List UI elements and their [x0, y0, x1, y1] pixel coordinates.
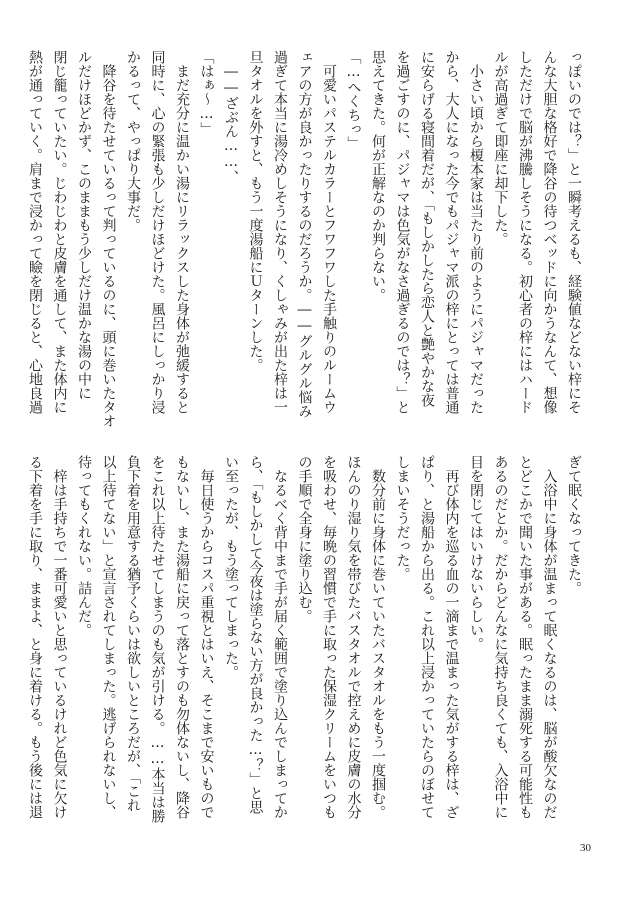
text-line: る下着を手に取り、ままよ、と身に着ける。もう後には退 — [27, 455, 43, 819]
text-line: 小さい頃から榎本家は当たり前のようにパジャマだった — [468, 50, 484, 414]
text-line: ――ざぶん……、 — [223, 50, 239, 184]
text-line: 同時に、心の緊張も少しだけほどけた。風呂にしっかり浸 — [149, 50, 166, 414]
text-line: 過ぎて本当に湯冷めしそうになり、くしゃみが出た梓は一 — [272, 50, 288, 414]
text-line: かるって、やっぱり大事だ。 — [125, 50, 141, 232]
text-line: 降谷を待たせているって判っているのに、頭に巻いたタオ — [100, 50, 117, 428]
text-line: の手順で全身に塗り込む。 — [296, 455, 313, 623]
text-line: 「…へくちっ」 — [345, 50, 362, 150]
text-line: い至ったが、もう塗ってしまった。 — [223, 455, 239, 679]
text-line: 閉じ籠っていたい。じわじわと皮膚を通して、また体内に — [51, 50, 68, 414]
text-line: あるのだとか。だからどんなに気持ち良くても、入浴中に — [492, 455, 509, 819]
text-line: しまいそうだった。 — [394, 455, 411, 581]
text-line: ルだけほどかず、このままもう少しだけ温かな湯の中に — [76, 50, 92, 400]
text-line: 可愛いパステルカラーとフワフワした手触りのルームウ — [321, 50, 337, 414]
text-line: ぱり、と湯船から出る。これ以上浸かっていたらのぼせて — [419, 455, 435, 819]
text-line: ら、「もしかして今夜は塗らない方が良かった…？」と思 — [247, 455, 264, 814]
text-line: 待ってもくれない。詰んだ。 — [76, 455, 92, 637]
text-line: 数分前に身体に巻いていたバスタオルをもう一度掴む。 — [370, 455, 386, 819]
text-line: っぽいのでは？」と一瞬考えるも、経験値などない梓にそ — [566, 50, 582, 414]
text-line: をこれ以上待たせてしまうのも気が引ける。……本当は勝 — [149, 455, 166, 823]
text-line: まだ充分に温かい湯にリラックスした身体が弛緩すると — [174, 50, 190, 414]
text-line: とどこかで聞いた事がある。眠ったまま溺死する可能性も — [517, 455, 533, 819]
text-line: を吸わせ、毎晩の習慣で手に取った保湿クリームをいつも — [321, 455, 337, 819]
text-line: に安らげる寝間着だが、「もしかしたら恋人と艶やかな夜 — [419, 50, 435, 407]
text-line: 「はぁ～…」 — [198, 50, 215, 136]
text-line: 熱が通っていく。肩まで浸かって瞼を閉じると、心地良過 — [27, 50, 43, 414]
text-line: 入浴中に身体が温まって眠くなるのは、脳が酸欠なのだ — [541, 455, 558, 819]
text-line: ェアの方が良かったりするのだろうか。――グルグル悩み — [296, 50, 313, 418]
text-line: 思えてきた。何が正解なのか判らない。 — [370, 50, 386, 302]
text-line: 毎日使うからコスパ重視とはいえ、そこまで安いもので — [198, 455, 215, 819]
text-line: なるべく背中まで手が届く範囲で塗り込んでしまってか — [272, 455, 288, 819]
text-line: から、大人になった今でもパジャマ派の梓にとっては普通 — [443, 50, 460, 414]
text-line: 負下着を用意する猶予くらいは欲しいところだが、「これ — [125, 455, 141, 812]
text-block-bottom — [27, 455, 586, 825]
text-line: もないし、また湯船に戻って落とすのも勿体ないし、降谷 — [174, 455, 190, 819]
text-line: 再び体内を巡る血の一滴まで温まった気がする梓は、ざ — [443, 455, 460, 819]
text-line: んな大胆な格好で降谷の待つベッドに向かうなんて、想像 — [541, 50, 558, 414]
text-line: 旦タオルを外すと、もう一度湯船にＵターンした。 — [247, 50, 264, 372]
text-line: ほんのり湿り気を帯びたバスタオルで控えめに皮膚の水分 — [345, 455, 362, 819]
page-number: 30 — [580, 842, 591, 854]
text-line: 梓は手持ちで一番可愛いと思っているけれど色気に欠け — [51, 455, 68, 819]
text-line: 以上待てない」と宣言されてしまった。逃げられないし、 — [100, 455, 117, 819]
text-block-top — [27, 50, 586, 428]
text-line: 目を閉じてはいけないらしい。 — [468, 455, 484, 651]
text-line: ぎて眠くなってきた。 — [566, 455, 582, 595]
text-line: ルが高過ぎて即座に却下した。 — [492, 50, 509, 246]
text-line: を過ごすのに、パジャマは色気がなさ過ぎるのでは？」と — [394, 50, 411, 414]
text-line: しただけで脳が沸騰しそうになる。初心者の梓にはハード — [517, 50, 533, 414]
